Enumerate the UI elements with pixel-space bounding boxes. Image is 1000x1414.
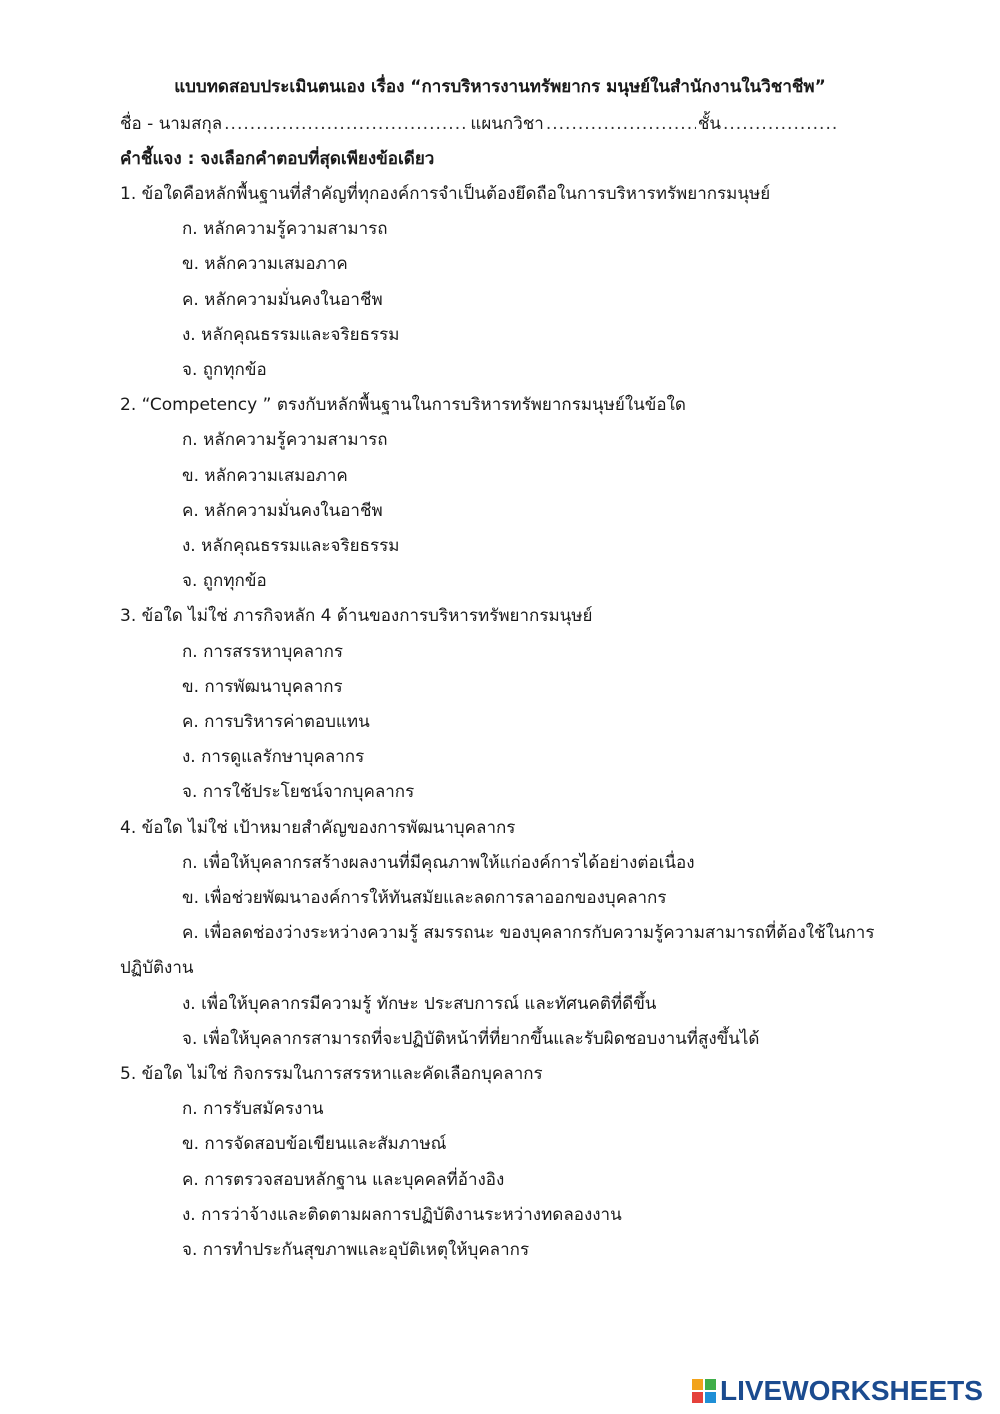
department-label: แผนกวิชา [470,114,544,134]
option-1-3[interactable]: ค. หลักความมั่นคงในอาชีพ [182,289,383,310]
option-4-3[interactable]: ค. เพื่อลดช่องว่างระหว่างความรู้ สมรรถนะ ของบุคลากรกับความรู้ความสามารถที่ต้องใช้ในการ [182,923,875,944]
option-1-4[interactable]: ง. หลักคุณธรรมและจริยธรรม [182,324,400,345]
option-3-1[interactable]: ก. การสรรหาบุคลากร [182,641,344,662]
question-2: 2. “Competency ” ตรงกับหลักพื้นฐานในการบริหารทรัพยากรมนุษย์ในข้อใด [120,395,686,416]
option-4-5[interactable]: ง. เพื่อให้บุคลากรมีความรู้ ทักษะ ประสบการณ์ และทัศนคติที่ดีขึ้น [182,993,657,1014]
option-5-5[interactable]: จ. การทำประกันสุขภาพและอุบัติเหตุให้บุคลากร [182,1240,530,1260]
option-5-2[interactable]: ข. การจัดสอบข้อเขียนและสัมภาษณ์ [182,1134,447,1155]
liveworksheets-logo-icon [692,1379,716,1403]
option-4-2[interactable]: ข. เพื่อช่วยพัฒนาองค์การให้ทันสมัยและลดการลาออกของบุคลากร [182,888,667,908]
option-2-5[interactable]: จ. ถูกทุกข้อ [182,571,267,592]
class-label: ชั้น [697,114,721,134]
option-3-4[interactable]: ง. การดูแลรักษาบุคลากร [182,747,365,768]
option-5-1[interactable]: ก. การรับสมัครงาน [182,1099,324,1120]
instruction: คำชี้แจง : จงเลือกคำตอบที่สุดเพียงข้อเดียว [120,149,435,169]
option-1-5[interactable]: จ. ถูกทุกข้อ [182,360,267,380]
question-1: 1. ข้อใดคือหลักพื้นฐานที่สำคัญที่ทุกองค์การจำเป็นต้องยึดถือในการบริหารทรัพยากรมนุษย์ [120,184,771,204]
option-3-2[interactable]: ข. การพัฒนาบุคลากร [182,676,343,697]
option-2-3[interactable]: ค. หลักความมั่นคงในอาชีพ [182,500,383,521]
option-5-4[interactable]: ง. การว่าจ้างและติดตามผลการปฏิบัติงานระหว่างทดลองงาน [182,1204,622,1225]
option-3-3[interactable]: ค. การบริหารค่าตอบแทน [182,712,370,732]
question-5: 5. ข้อใด ไม่ใช่ กิจกรรมในการสรรหาและคัดเลือกบุคลากร [120,1064,543,1084]
option-5-3[interactable]: ค. การตรวจสอบหลักฐาน และบุคคลที่อ้างอิง [182,1169,505,1190]
option-1-1[interactable]: ก. หลักความรู้ความสามารถ [182,219,388,240]
name-label: ชื่อ - นามสกุล [120,114,223,134]
option-2-4[interactable]: ง. หลักคุณธรรมและจริยธรรม [182,536,400,556]
option-3-5[interactable]: จ. การใช้ประโยชน์จากบุคลากร [182,782,415,803]
option-1-2[interactable]: ข. หลักความเสมอภาค [182,254,348,275]
question-4: 4. ข้อใด ไม่ใช่ เป้าหมายสำคัญของการพัฒนาบุคลากร [120,817,516,838]
option-2-1[interactable]: ก. หลักความรู้ความสามารถ [182,430,388,451]
question-3: 3. ข้อใด ไม่ใช่ ภารกิจหลัก 4 ด้านของการบริหารทรัพยากรมนุษย์ [120,606,593,627]
option-4-6[interactable]: จ. เพื่อให้บุคลากรสามารถที่จะปฏิบัติหน้าที่ที่ยากขึ้นและรับผิดชอบงานที่สูงขึ้นได้ [182,1028,760,1049]
liveworksheets-logo [692,1374,983,1408]
page-title: แบบทดสอบประเมินตนเอง เรื่อง “การบริหารงานทรัพยากร มนุษย์ในสำนักงานในวิชาชีพ” [174,77,826,97]
option-2-2[interactable]: ข. หลักความเสมอภาค [182,465,348,486]
option-continuation: ปฏิบัติงาน [120,958,194,979]
logo-text: LIVEWORKSHEETS [720,1375,983,1406]
option-4-1[interactable]: ก. เพื่อให้บุคลากรสร้างผลงานที่มีคุณภาพให้แก่องค์การได้อย่างต่อเนื่อง [182,852,695,873]
